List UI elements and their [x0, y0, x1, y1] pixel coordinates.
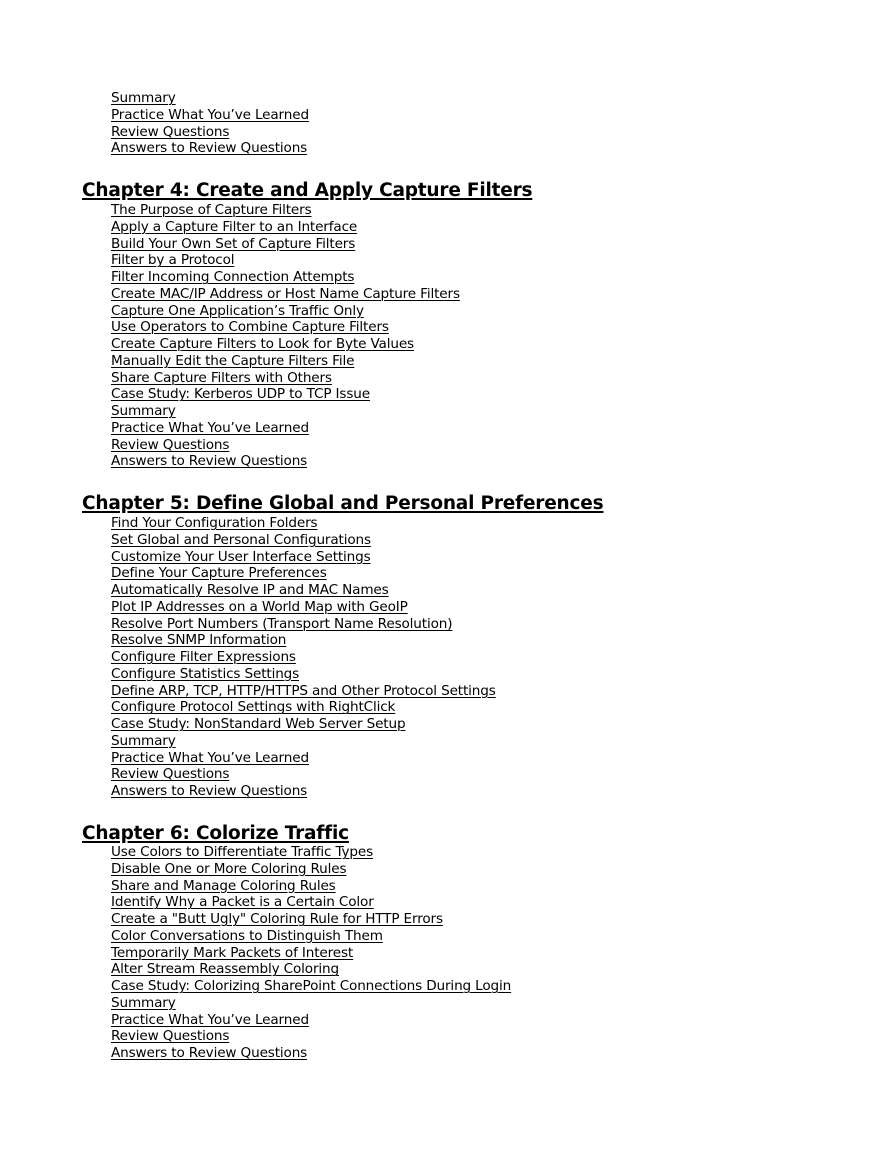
- toc-entry: [111, 961, 511, 978]
- toc-link[interactable]: Alter Stream Reassembly Coloring: [111, 961, 339, 978]
- toc-entry: [111, 370, 460, 387]
- toc-link[interactable]: Color Conversations to Distinguish Them: [111, 927, 383, 944]
- toc-entry: [111, 928, 511, 945]
- toc-entry: [111, 236, 460, 253]
- toc-link[interactable]: Configure Statistics Settings: [111, 665, 300, 682]
- toc-entry: [111, 219, 460, 236]
- toc-entry: [111, 336, 460, 353]
- toc-link[interactable]: Answers to Review Questions: [111, 1045, 308, 1061]
- toc-link[interactable]: Manually Edit the Capture Filters File: [111, 352, 355, 369]
- toc-link[interactable]: Build Your Own Set of Capture Filters: [111, 235, 356, 252]
- preceding-section-list: [111, 90, 309, 157]
- toc-link[interactable]: Apply a Capture Filter to an Interface: [111, 218, 358, 235]
- chapter-heading[interactable]: Chapter 4: Create and Apply Capture Filters: [82, 180, 533, 201]
- toc-link[interactable]: Set Global and Personal Configurations: [111, 531, 371, 548]
- toc-entry: [111, 878, 511, 895]
- toc-entry: [111, 107, 309, 124]
- toc-entry: [111, 140, 309, 157]
- toc-link[interactable]: Answers to Review Questions: [111, 453, 308, 470]
- toc-entry: [111, 1045, 511, 1062]
- toc-link[interactable]: Define Your Capture Preferences: [111, 565, 327, 582]
- toc-link[interactable]: Answers to Review Questions: [111, 783, 308, 799]
- chapter-entry-list: [111, 844, 511, 1062]
- toc-entry: [111, 252, 460, 269]
- toc-entry: [111, 733, 496, 750]
- toc-entry: [111, 420, 460, 437]
- toc-entry: [111, 632, 496, 649]
- toc-link[interactable]: Case Study: Kerberos UDP to TCP Issue: [111, 386, 370, 403]
- toc-link[interactable]: Configure Protocol Settings with RightClick: [111, 699, 396, 716]
- toc-link[interactable]: Summary: [111, 994, 176, 1011]
- toc-entry: [111, 202, 460, 219]
- toc-link[interactable]: Plot IP Addresses on a World Map with GeoIP: [111, 598, 408, 615]
- toc-link[interactable]: Review Questions: [111, 123, 230, 140]
- chapter-heading[interactable]: Chapter 6: Colorize Traffic: [82, 823, 349, 844]
- toc-entry: [111, 515, 496, 532]
- toc-entry: [111, 437, 460, 454]
- toc-link[interactable]: Filter Incoming Connection Attempts: [111, 269, 355, 285]
- toc-link[interactable]: Automatically Resolve IP and MAC Names: [111, 582, 389, 598]
- toc-link[interactable]: Use Colors to Differentiate Traffic Types: [111, 844, 373, 860]
- toc-link[interactable]: Create a "Butt Ugly" Coloring Rule for HTTP Errors: [111, 911, 443, 927]
- toc-link[interactable]: Use Operators to Combine Capture Filters: [111, 319, 389, 336]
- toc-link[interactable]: The Purpose of Capture Filters: [111, 202, 312, 218]
- toc-entry: [111, 911, 511, 928]
- toc-entry: [111, 783, 496, 800]
- toc-entry: [111, 978, 511, 995]
- toc-link[interactable]: Summary: [111, 403, 176, 419]
- toc-entry: [111, 319, 460, 336]
- toc-link[interactable]: Review Questions: [111, 766, 230, 783]
- toc-entry: [111, 945, 511, 962]
- toc-entry: [111, 549, 496, 566]
- toc-entry: [111, 1012, 511, 1029]
- toc-link[interactable]: Resolve Port Numbers (Transport Name Resolution): [111, 615, 453, 632]
- toc-entry: [111, 403, 460, 420]
- chapter-entry-list: [111, 202, 460, 470]
- toc-entry: [111, 716, 496, 733]
- toc-entry: [111, 124, 309, 141]
- toc-link[interactable]: Capture One Application’s Traffic Only: [111, 302, 364, 319]
- toc-link[interactable]: Disable One or More Coloring Rules: [111, 860, 347, 877]
- toc-entry: [111, 286, 460, 303]
- toc-link[interactable]: Review Questions: [111, 1028, 230, 1045]
- toc-link[interactable]: Share and Manage Coloring Rules: [111, 877, 336, 894]
- toc-link[interactable]: Review Questions: [111, 436, 230, 453]
- toc-entry: [111, 861, 511, 878]
- chapter-entry-list: [111, 515, 496, 800]
- toc-entry: [111, 649, 496, 666]
- toc-link[interactable]: Share Capture Filters with Others: [111, 369, 332, 386]
- toc-link[interactable]: Create Capture Filters to Look for Byte Values: [111, 336, 414, 352]
- toc-link[interactable]: Summary: [111, 90, 176, 106]
- chapter-heading[interactable]: Chapter 5: Define Global and Personal Preferences: [82, 493, 604, 514]
- toc-entry: [111, 894, 511, 911]
- toc-entry: [111, 90, 309, 107]
- toc-link[interactable]: Practice What You’ve Learned: [111, 1011, 309, 1028]
- toc-entry: [111, 666, 496, 683]
- toc-entry: [111, 699, 496, 716]
- toc-entry: [111, 844, 511, 861]
- toc-entry: [111, 269, 460, 286]
- toc-link[interactable]: Configure Filter Expressions: [111, 649, 296, 665]
- toc-entry: [111, 616, 496, 633]
- toc-entry: [111, 995, 511, 1012]
- toc-link[interactable]: Practice What You’ve Learned: [111, 419, 309, 436]
- toc-link[interactable]: Resolve SNMP Information: [111, 632, 287, 649]
- toc-entry: [111, 303, 460, 320]
- toc-entry: [111, 353, 460, 370]
- toc-link[interactable]: Customize Your User Interface Settings: [111, 548, 371, 565]
- toc-entry: [111, 599, 496, 616]
- toc-link[interactable]: Answers to Review Questions: [111, 140, 308, 157]
- toc-entry: [111, 683, 496, 700]
- toc-link[interactable]: Define ARP, TCP, HTTP/HTTPS and Other Protocol Settings: [111, 682, 496, 699]
- toc-link[interactable]: Practice What You’ve Learned: [111, 106, 309, 123]
- toc-link[interactable]: Create MAC/IP Address or Host Name Capture Filters: [111, 285, 460, 302]
- toc-entry: [111, 453, 460, 470]
- toc-link[interactable]: Case Study: NonStandard Web Server Setup: [111, 716, 406, 732]
- toc-entry: [111, 386, 460, 403]
- toc-link[interactable]: Summary: [111, 732, 176, 749]
- toc-link[interactable]: Practice What You’ve Learned: [111, 749, 309, 766]
- toc-entry: [111, 766, 496, 783]
- toc-entry: [111, 582, 496, 599]
- toc-entry: [111, 1028, 511, 1045]
- toc-link[interactable]: Filter by a Protocol: [111, 252, 235, 269]
- toc-link[interactable]: Temporarily Mark Packets of Interest: [111, 944, 354, 961]
- toc-entry: [111, 532, 496, 549]
- toc-entry: [111, 565, 496, 582]
- toc-link[interactable]: Identify Why a Packet is a Certain Color: [111, 894, 374, 911]
- toc-link[interactable]: Find Your Configuration Folders: [111, 515, 318, 531]
- toc-entry: [111, 750, 496, 767]
- toc-link[interactable]: Case Study: Colorizing SharePoint Connections During Login: [111, 978, 512, 994]
